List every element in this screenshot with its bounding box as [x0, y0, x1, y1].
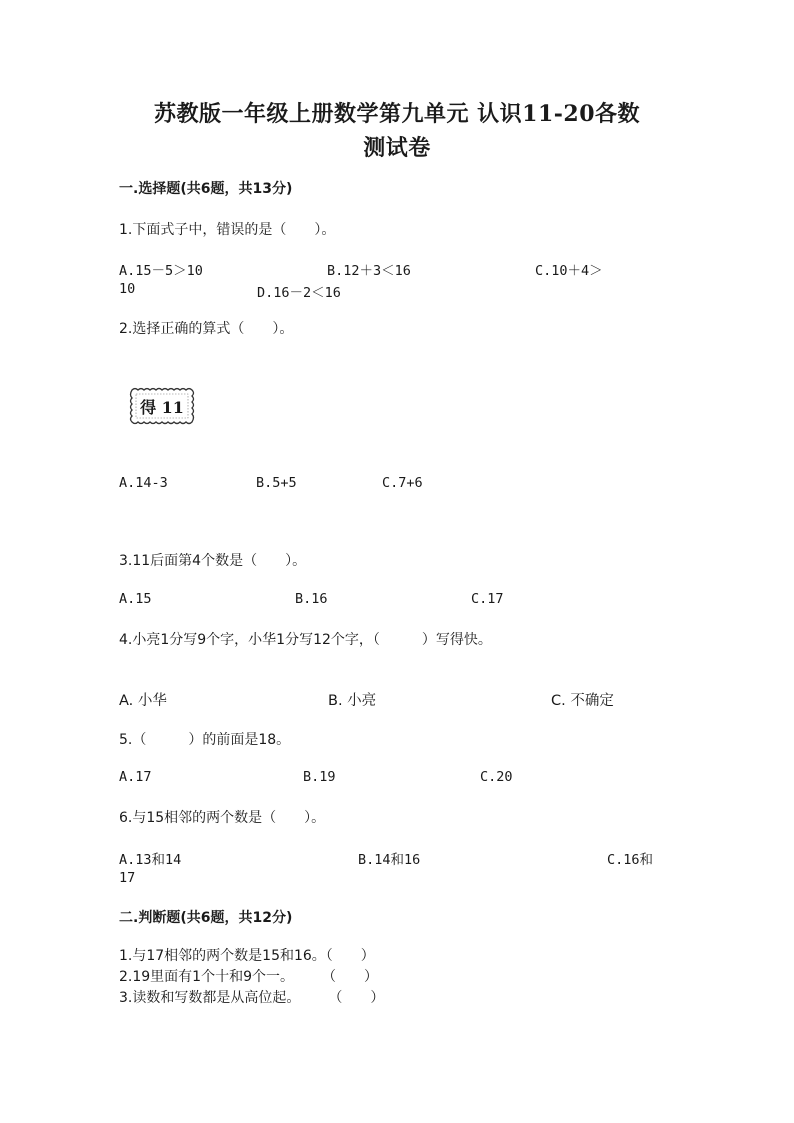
q1-option-a: A.15－5＞10: [119, 263, 203, 279]
q1-option-d: D.16－2＜16: [257, 285, 341, 301]
q1-option-c: C.10＋4＞: [535, 263, 603, 279]
question-6: 6.与15相邻的两个数是（ ）。: [119, 810, 326, 826]
q2-option-c: C.7+6: [382, 475, 423, 491]
question-5: 5.（ ）的前面是18。: [119, 732, 291, 748]
question-3: 3.11后面第4个数是（ ）。: [119, 553, 307, 569]
q2-option-b: B.5+5: [256, 475, 297, 491]
q3-option-b: B.16: [295, 591, 328, 607]
q5-option-a: A.17: [119, 769, 152, 785]
score-badge-label: 得 11: [140, 397, 184, 417]
question-2: 2.选择正确的算式（ ）。: [119, 321, 294, 337]
q2-option-a: A.14-3: [119, 475, 168, 491]
question-4: 4.小亮1分写9个字，小华1分写12个字，（ ）写得快。: [119, 632, 492, 648]
page-title-line1: 苏教版一年级上册数学第九单元 认识11-20各数: [153, 101, 641, 127]
question-1: 1.下面式子中，错误的是（ ）。: [119, 222, 336, 238]
q6-option-c: C.16和: [607, 852, 654, 868]
q3-option-c: C.17: [471, 591, 504, 607]
q4-option-a: A. 小华: [119, 693, 167, 709]
section1-heading: 一.选择题(共6题，共13分): [119, 181, 293, 197]
q3-option-a: A.15: [119, 591, 152, 607]
q1-option-c-continued: 10: [119, 281, 136, 297]
score-badge: [126, 384, 198, 428]
judgment-item: 3.读数和写数都是从高位起。 （ ）: [119, 990, 385, 1006]
q4-option-b: B. 小亮: [328, 693, 377, 709]
q1-option-b: B.12＋3＜16: [327, 263, 411, 279]
q5-option-c: C.20: [480, 769, 513, 785]
q4-option-c: C. 不确定: [551, 693, 614, 709]
q5-option-b: B.19: [303, 769, 336, 785]
section2-heading: 二.判断题(共6题，共12分): [119, 910, 293, 926]
q6-option-b: B.14和16: [358, 852, 421, 868]
judgment-item: 2.19里面有1个十和9个一。 （ ）: [119, 969, 378, 985]
q6-option-a: A.13和14: [119, 852, 182, 868]
page-title-line2: 测试卷: [363, 135, 431, 161]
judgment-item: 1.与17相邻的两个数是15和16。（ ）: [119, 948, 375, 964]
q6-option-c-continued: 17: [119, 870, 136, 886]
